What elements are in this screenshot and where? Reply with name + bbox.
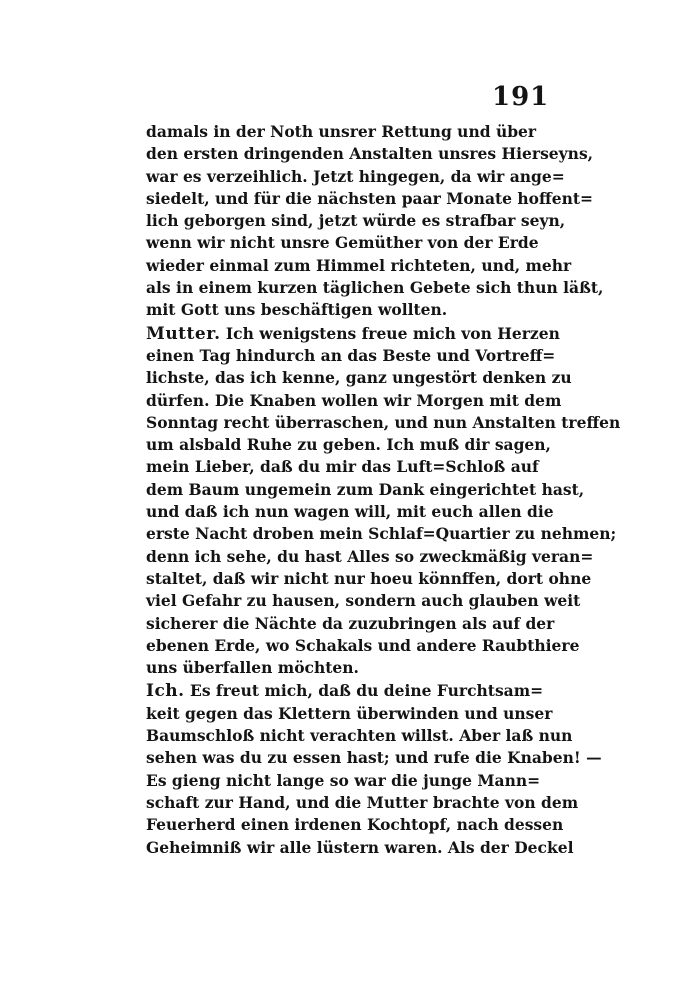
line-text: keit gegen das Klettern überwinden und unser	[146, 703, 553, 723]
line-text: sicherer die Nächte da zuzubringen als auf der	[146, 613, 555, 633]
text-line	[146, 434, 551, 456]
line-text: war es verzeihlich. Jetzt hingegen, da wir ange=	[146, 166, 565, 186]
page-number: 191	[492, 82, 550, 112]
line-text: denn ich sehe, du hast Alles so zweckmäßig veran=	[146, 546, 594, 566]
text-line	[146, 747, 602, 769]
line-text: damals in der Noth unsrer Rettung und über	[146, 122, 537, 141]
body-text	[146, 121, 621, 859]
line-text: staltet, daß wir nicht nur hoeu könnffen, dort ohne	[146, 568, 592, 588]
text-line	[146, 568, 592, 590]
text-line	[146, 680, 544, 702]
text-line	[146, 501, 554, 523]
text-line	[146, 456, 539, 478]
text-line	[146, 837, 574, 859]
line-text: mein Lieber, daß du mir das Luft=Schloß auf	[146, 457, 539, 477]
text-line	[146, 590, 581, 612]
text-line	[146, 479, 585, 501]
text-line	[146, 255, 572, 277]
text-line	[146, 232, 539, 254]
line-text: Ich wenigstens freue mich von Herzen	[225, 323, 560, 343]
text-line	[146, 792, 579, 814]
text-line	[146, 523, 617, 545]
text-line	[146, 277, 604, 299]
speaker-label: Ich.	[146, 681, 185, 702]
line-text: Es gieng nicht lange so war die junge Mann=	[146, 770, 541, 790]
text-line	[146, 635, 580, 657]
line-text: siedelt, und für die nächsten paar Monate hoffent=	[146, 188, 594, 208]
text-line	[146, 210, 566, 232]
text-line	[146, 657, 534, 679]
paragraph	[146, 323, 621, 680]
line-text: Sonntag recht überraschen, und nun Anstalten treffen	[146, 412, 621, 432]
line-text: dürfen. Die Knaben wollen wir Morgen mit dem	[146, 390, 562, 410]
line-text: mit Gott uns beschäftigen wollten.	[146, 300, 448, 320]
line-text: sehen was du zu essen hast; und rufe die Knaben! —	[146, 748, 602, 768]
line-text: uns überfallen möchten.	[146, 658, 359, 678]
text-line	[146, 390, 562, 412]
text-line	[146, 367, 572, 389]
line-text: als in einem kurzen täglichen Gebete sich thun läßt,	[146, 278, 604, 298]
line-text: lich geborgen sind, jetzt würde es strafbar seyn,	[146, 211, 566, 231]
text-line	[146, 770, 541, 792]
line-text: wieder einmal zum Himmel richteten, und, mehr	[146, 255, 572, 275]
text-line	[146, 121, 537, 143]
line-text: wenn wir nicht unsre Gemüther von der Erde	[146, 233, 539, 253]
line-text: Baumschloß nicht verachten willst. Aber laß nun	[146, 726, 573, 746]
line-text: erste Nacht droben mein Schlaf=Quartier zu nehmen;	[146, 524, 617, 544]
line-text: einen Tag hindurch an das Beste und Vortreff=	[146, 345, 556, 365]
text-line	[146, 299, 534, 321]
text-line	[146, 345, 556, 367]
line-text: um alsbald Ruhe zu geben. Ich muß dir sagen,	[146, 435, 551, 455]
line-text: Feuerherd einen irdenen Kochtopf, nach dessen	[146, 815, 564, 835]
paragraph	[146, 121, 604, 322]
text-line	[146, 188, 594, 210]
paragraph	[146, 680, 602, 858]
line-text: lichste, das ich kenne, ganz ungestört denken zu	[146, 368, 572, 388]
text-line	[146, 166, 565, 188]
line-text: und daß ich nun wagen will, mit euch allen die	[146, 502, 554, 522]
text-line	[146, 143, 594, 165]
line-text: den ersten dringenden Anstalten unsres Hierseyns,	[146, 144, 594, 164]
text-line	[146, 323, 560, 345]
text-line	[146, 546, 594, 568]
line-text: schaft zur Hand, und die Mutter brachte von dem	[146, 792, 579, 812]
line-text: Es freut mich, daß du deine Furchtsam=	[190, 681, 544, 701]
line-text: Geheimniß wir alle lüstern waren. Als der Deckel	[146, 837, 574, 857]
text-line	[146, 703, 553, 725]
text-line	[146, 613, 555, 635]
line-text: viel Gefahr zu hausen, sondern auch glauben weit	[146, 591, 581, 611]
line-text: dem Baum ungemein zum Dank eingerichtet hast,	[146, 479, 585, 499]
text-line	[146, 814, 564, 836]
text-line	[146, 725, 573, 747]
speaker-label: Mutter.	[146, 323, 221, 344]
line-text: ebenen Erde, wo Schakals und andere Raubthiere	[146, 635, 580, 655]
text-line	[146, 412, 621, 434]
